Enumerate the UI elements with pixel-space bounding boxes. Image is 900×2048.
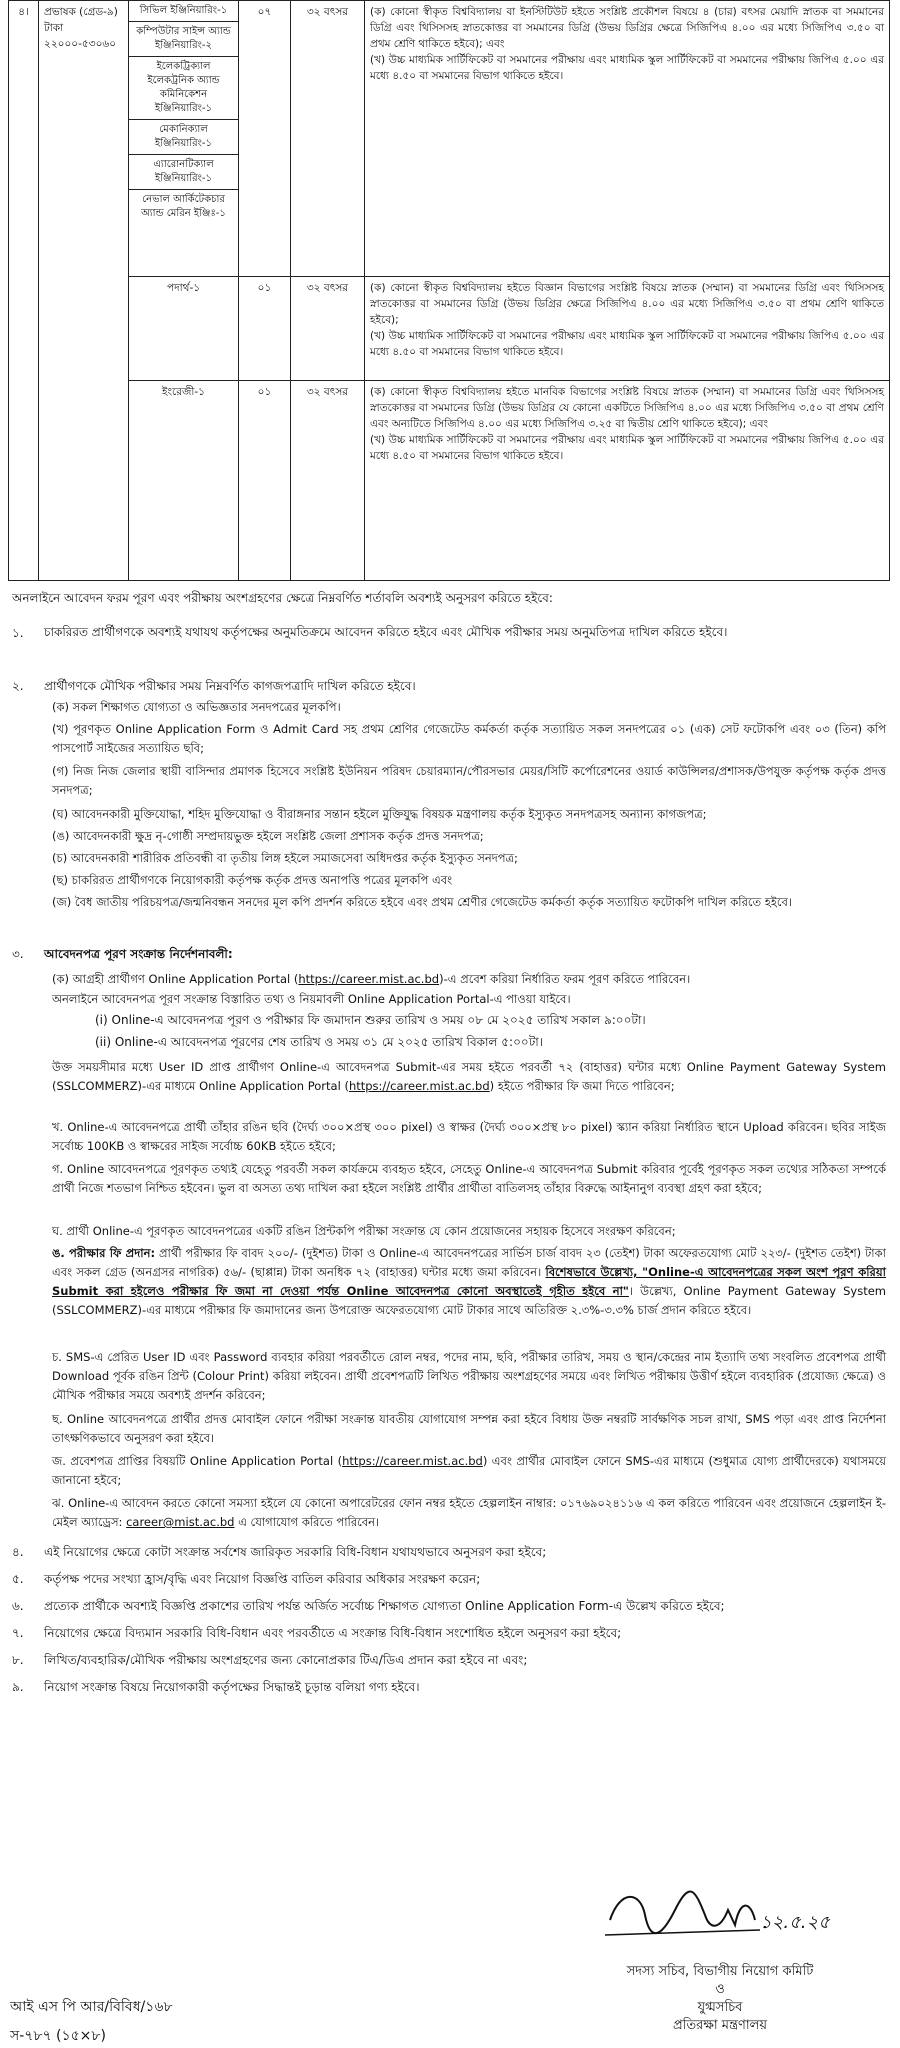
item-number: ৭. (12, 1626, 24, 1640)
subject-item: কম্পিউটার সাইন্স অ্যান্ড ইঞ্জিনিয়ারিং-২ (129, 22, 238, 57)
item-number: ২. (12, 679, 24, 693)
item-2-c: (চ) আবেদনকারী শারীরিক প্রতিবন্ধী বা তৃতীয় লিঙ্গ হইলে সমাজসেবা অধিদপ্তর কর্তৃক ইস্যুকৃত সনদপত্র; (52, 851, 518, 865)
subject-item: পদার্থ-১ (129, 277, 239, 381)
table-row (9, 1, 890, 277)
post-count: ০১ (239, 381, 291, 581)
age-limit: ৩২ বৎসর (291, 1, 365, 277)
reference-number: আই এস পি আর/বিবিধ/১৬৮ (10, 1999, 173, 2015)
item-3-kh: খ. Online-এ আবেদনপত্রে প্রার্থী তাঁহার রঙিন ছবি (দৈর্ঘ্য ৩০০×প্রস্থ ৩০০ pixel) ও স্বাক্ষর (দৈর্ঘ্য ৩০০×প্রস্থ ৮০ pixel) স্ক্যান করিয়া নির্ধারিত স্থানে Upload করিবেন। ছবির সাইজ সর্বোচ্চ 100KB ও স্বাক্ষরের সাইজ সর্বোচ্চ 60KB হইতে হইবে; (52, 1120, 886, 1153)
item-3-a-note: অনলাইনে আবেদনপত্র পূরণ সংক্রান্ত বিস্তারিত তথ্য ও নিয়মাবলী Online Application Portal-এ পাওয়া যাইবে। (52, 992, 571, 1006)
qualification-cell (365, 1, 890, 277)
item-8: লিখিত/ব্যবহারিক/মৌখিক পরীক্ষায় অংশগ্রহণের জন্য কোনোপ্রকার টিএ/ডিএ প্রদান করা হইবে না এবং; (44, 1653, 528, 1667)
item-1: চাকরিরত প্রার্থীগণকে অবশ্যই যথাযথ কর্তৃপক্ষের অনুমতিক্রমে আবেদন করিতে হইবে এবং মৌখিক পরীক্ষার সময় অনুমতিপত্র দাখিল করিতে হইবে। (44, 625, 728, 639)
item-3-ch: ছ. Online আবেদনপত্রে প্রার্থীর প্রদত্ত মোবাইল ফোনে পরীক্ষা সংক্রান্ত যাবতীয় যোগাযোগ সম্পন্ন করা হইবে বিধায় উক্ত নম্বরটি সার্বক্ষণিক সচল রাখা, SMS পড়া এবং প্রাপ্ত নির্দেশনা তাৎক্ষণিকভাবে অনুসরণ করা হইবে। (52, 1412, 886, 1445)
item-2: প্রার্থীগণকে মৌখিক পরীক্ষার সময় নিম্নবর্ণিত কাগজপত্রাদি দাখিল করিতে হইবে। (44, 679, 416, 693)
subject-item: মেকানিক্যাল ইঞ্জিনিয়ারিং-১ (129, 120, 238, 155)
table-row (9, 277, 890, 381)
item-2-g: (গ) নিজ নিজ জেলার স্থায়ী বাসিন্দার প্রমাণক হিসেবে সংশ্লিষ্ট ইউনিয়ন পরিষদ চেয়ারম্যান/পৌরসভার মেয়র/সিটি কর্পোরেশনের ওয়ার্ড কাউন্সিলর/প্রশাসক/উপযুক্ত কর্তৃপক্ষ কর্তৃক প্রদত্ত সনদপত্র; (52, 764, 886, 797)
item-3-g: গ. Online আবেদনপত্রে পূরণকৃত তথ্যই যেহেতু পরবর্তী সকল কার্যক্রমে ব্যবহৃত হইবে, সেহেতু Online-এ আবেদনপত্র Submit করিবার পূর্বেই পূরণকৃত সকল তথ্যের সঠিকতা সম্পর্কে প্রার্থী নিজে শতভাগ নিশ্চিত হইবেন। ভুল বা অসত্য তথ্য দাখিল করা হইলে সংশ্লিষ্ট প্রার্থীর প্রার্থীতা বাতিলসহ তাঁহার বিরুদ্ধে আইনানুগ ব্যবস্থা গ্রহণ করা হইবে; (52, 1162, 886, 1195)
item-number: ৬. (12, 1599, 24, 1613)
signatory-conjunction: ও (715, 1982, 725, 1997)
item-2-b: (খ) পূরণকৃত Online Application Form ও Admit Card সহ প্রথম শ্রেণির গেজেটেড কর্মকর্তা কর্তৃক সত্যায়িত সকল সনদপত্রের ০১ (এক) সেট ফটোকপি এবং ০৩ (তিন) কপি পাসপোর্ট সাইজের সত্যায়িত ছবি; (52, 722, 886, 755)
item-3-c: চ. SMS-এ প্রেরিত User ID এবং Password ব্যবহার করিয়া পরবর্তীতে রোল নম্বর, পদের নাম, ছবি, পরীক্ষার তারিখ, সময় ও স্থান/কেন্দ্রের নাম ইত্যাদি তথ্য সংবলিত প্রবেশপত্র প্রার্থী Download পূর্বক রঙিন প্রিন্ট (Colour Print) করিয়া লইবেন। প্রার্থী প্রবেশপত্রটি লিখিত পরীক্ষায় অংশগ্রহণের সময়ে এবং লিখিত পরীক্ষায় উত্তীর্ণ হইলে ব্যবহারিক (প্রযোজ্য ক্ষেত্রে) ও মৌখিক পরীক্ষার সময়ে অবশ্যই প্রদর্শন করিবেন; (52, 1350, 886, 1402)
print-code: স-৭৮৭ (১৫×৮) (10, 2028, 106, 2044)
qualification-b: (খ) উচ্চ মাধ্যমিক সার্টিফিকেট বা সমমানের পরীক্ষায় এবং মাধ্যমিক স্কুল সার্টিফিকেট বা সমমানের পরীক্ষায় জিপিএ ৫.০০ এর মধ্যে ৪.৫০ বা সমমানের বিভাগ থাকিতে হইবে। (370, 330, 884, 358)
item-number: ৯. (12, 1680, 24, 1694)
item-number: ৫. (12, 1572, 24, 1586)
qualification-a: (ক) কোনো স্বীকৃত বিশ্ববিদ্যালয় বা ইনস্টিটিউট হইতে সংশ্লিষ্ট প্রকৌশল বিষয়ে ৪ (চার) বৎসর মেয়াদি স্নাতক বা সমমানের ডিগ্রি এবং থিসিসসহ স্নাতকোত্তর বা সমমানের ডিগ্রি (উভয় ডিগ্রির ক্ষেত্রে সিজিপিএ ৪.০০ এর মধ্যে সিজিপিএ ৩.৫০ বা প্রথম শ্রেণি থাকিতে হইবে); এবং (370, 6, 884, 50)
item-number: ১. (12, 626, 24, 640)
subject-item: ইলেকট্রিক্যাল ইলেকট্রনিক অ্যান্ড কমিনিকেশন ইঞ্জিনিয়ারিং-১ (129, 57, 238, 120)
qualification-b: (খ) উচ্চ মাধ্যমিক সার্টিফিকেট বা সমমানের পরীক্ষায় এবং মাধ্যমিক স্কুল সার্টিফিকেট বা সমমানের পরীক্ষায় জিপিএ ৫.০০ এর মধ্যে ৪.৫০ বা সমমানের বিভাগ থাকিতে হইবে। (370, 54, 884, 82)
item-4: এই নিয়োগের ক্ষেত্রে কোটা সংক্রান্ত সর্বশেষ জারিকৃত সরকারি বিধি-বিধান যথাযথভাবে অনুসরণ করা হইবে; (44, 1545, 547, 1559)
item-3-start-date: (i) Online-এ আবেদনপত্র পূরণ ও পরীক্ষার ফি জমাদান শুরুর তারিখ ও সময় ০৮ মে ২০২৫ তারিখ সকাল ৯:০০টা। (95, 1013, 646, 1027)
item-3-jh: ঝ. Online-এ আবেদন করতে কোনো সমস্যা হইলে যে কোনো অপারেটরের ফোন নম্বর হইতে হেল্পলাইন নাম্বার: ০১৭৬৯০২৪১১৬ এ কল করিতে পারিবেন এবং প্রয়োজনে হেল্পলাইন ই-মেইল অ্যাড্রেস: career@mist.ac.bd এ যোগাযোগ করিতে পারিবেন। (52, 1496, 886, 1529)
signatory-title: যুগ্মসচিব (697, 2000, 743, 2015)
age-limit: ৩২ বৎসর (291, 381, 365, 581)
qualification-a: (ক) কোনো স্বীকৃত বিশ্ববিদ্যালয় হইতে মানবিক বিভাগের সংশ্লিষ্ট বিষয়ে স্নাতক (সম্মান) বা সমমানের ডিগ্রি এবং থিসিসসহ স্নাতকোত্তর বা সমমানের ডিগ্রি (উভয় ডিগ্রির যে কোনো একটিতে সিজিপিএ ৪.০০ এর মধ্যে সিজিপিএ ৩.৫০ বা প্রথম শ্রেণি এবং অন্যটিতে সিজিপিএ ৪.০০ এর মধ্যে সিজিপিএ ৩.২৫ বা দ্বিতীয় শ্রেণি থাকিতে হইবে); এবং (370, 386, 884, 430)
signatory-designation: সদস্য সচিব, বিভাগীয় নিয়োগ কমিটি (626, 1964, 814, 1979)
email-link[interactable]: career@mist.ac.bd (126, 1515, 235, 1529)
item-3-heading: আবেদনপত্র পূরণ সংক্রান্ত নির্দেশনাবলী: (44, 947, 233, 961)
item-3-payment: উক্ত সময়সীমার মধ্যে User ID প্রাপ্ত প্রার্থীগণ Online-এ আবেদনপত্র Submit-এর সময় হইতে পরবর্তী ৭২ (বাহাত্তর) ঘন্টার মধ্যে Online Payment Gateway System (SSLCOMMERZ)-এর মাধ্যমে Online Application Portal (https://career.mist.ac.bd) হইতে পরীক্ষার ফি জমা দিতে পারিবেন; (52, 1060, 886, 1093)
item-number: ৩. (12, 947, 24, 961)
item-2-a: (ক) সকল শিক্ষাগত যোগ্যতা ও অভিজ্ঞতার সনদপত্রের মূলকপি। (52, 700, 341, 714)
portal-link[interactable]: https://career.mist.ac.bd (348, 1079, 490, 1093)
age-limit: ৩২ বৎসর (291, 277, 365, 381)
conditions-intro: অনলাইনে আবেদন ফরম পূরণ এবং পরীক্ষায় অংশগ্রহণের ক্ষেত্রে নিম্নবর্ণিত শর্তাবলি অবশ্যই অনুসরণ করিতে হইবে: (12, 591, 553, 605)
subject-item: এ্যারোনটিক্যাল ইঞ্জিনিয়ারিং-১ (129, 155, 238, 190)
item-3-j: জ. প্রবেশপত্র প্রাপ্তির বিষয়টি Online Application Portal (https://career.mist.ac.bd) এবং প্রার্থীর মোবাইল ফোনে SMS-এর মাধ্যমে (শুধুমাত্র যোগ্য প্রার্থীদেরকে) যথাসময়ে জানানো হইবে; (52, 1454, 886, 1487)
post-count: ০১ (239, 277, 291, 381)
item-7: নিয়োগের ক্ষেত্রে বিদ্যমান সরকারি বিধি-বিধান এবং পরবর্তীতে এ সংক্রান্ত বিধি-বিধান সংশোধিত হইলে অনুসরণ করা হইবে; (44, 1626, 622, 1640)
qualification-a: (ক) কোনো স্বীকৃত বিশ্ববিদ্যালয় হইতে বিজ্ঞান বিভাগের সংশ্লিষ্ট বিষয়ে স্নাতক (সম্মান) বা সমমানের ডিগ্রি এবং থিসিসসহ স্নাতকোত্তর বা সমমানের ডিগ্রি (উভয় ডিগ্রির ক্ষেত্রে সিজিপিএ ৪.০০ এর মধ্যে সিজিপিএ ৩.৫০ বা প্রথম শ্রেণি থাকিতে হইবে); (370, 282, 884, 326)
subject-item: সিভিল ইঞ্জিনিয়ারিং-১ (129, 1, 238, 22)
serial-cell: ৪। (9, 1, 39, 581)
signature-date: ১২.৫.২৫ (760, 1912, 830, 1933)
signatory-ministry: প্রতিরক্ষা মন্ত্রণালয় (673, 2018, 767, 2033)
post-table (8, 0, 890, 581)
handwritten-signature (600, 1880, 840, 1960)
item-9: নিয়োগ সংক্রান্ত বিষয়ে নিয়োগকারী কর্তৃপক্ষের সিদ্ধান্তই চূড়ান্ত বলিয়া গণ্য হইবে। (44, 1680, 420, 1694)
subject-item: ইংরেজী-১ (129, 381, 239, 581)
table-row (9, 381, 890, 581)
qualification-cell (365, 381, 890, 581)
item-2-ch: (ছ) চাকরিরত প্রার্থীগণকে নিয়োগকারী কর্তৃপক্ষ কর্তৃক প্রদত্ত অনাপত্তি পত্রের মূলকপি এবং (52, 873, 453, 887)
item-3-end-date: (ii) Online-এ আবেদনপত্র পূরণের শেষ তারিখ ও সময় ৩১ মে ২০২৫ তারিখ বিকাল ৫:০০টা। (95, 1035, 543, 1049)
fee-emphasis: বিশেষভাবে উল্লেখ্য, "Online-এ আবেদনপত্রের সকল অংশ পূরণ করিয়া Submit করা হইলেও পরীক্ষার ফি জমা না দেওয়া পর্যন্ত Online আবেদনপত্র কোনো অবস্থাতেই গৃহীত হইবে না" (52, 1265, 886, 1298)
subject-list (129, 1, 239, 277)
portal-link[interactable]: https://career.mist.ac.bd (342, 1454, 483, 1468)
item-3-a: (ক) আগ্রহী প্রার্থীগণ Online Application Portal (https://career.mist.ac.bd)-এ প্রবেশ করিয়া নির্ধারিত ফরম পূরণ করিতে পারিবেন। (52, 972, 691, 986)
item-2-gh: (ঘ) আবেদনকারী মুক্তিযোদ্ধা, শহিদ মুক্তিযোদ্ধা ও বীরাঙ্গনার সন্তান হইলে মুক্তিযুদ্ধ বিষয়ক মন্ত্রণালয় কর্তৃক ইস্যুকৃত সনদপত্রসহ অন্যান্য কাগজপত্র; (52, 807, 707, 821)
item-number: ৮. (12, 1653, 24, 1667)
qualification-b: (খ) উচ্চ মাধ্যমিক সার্টিফিকেট বা সমমানের পরীক্ষায় এবং মাধ্যমিক স্কুল সার্টিফিকেট বা সমমানের পরীক্ষায় জিপিএ ৫.০০ এর মধ্যে ৪.৫০ বা সমমানের বিভাগ থাকিতে হইবে। (370, 434, 884, 462)
item-3-u: ঙ. পরীক্ষার ফি প্রদান: প্রার্থী পরীক্ষার ফি বাবদ ২০০/- (দুইশত) টাকা ও Online-এ আবেদনপত্রের সার্ভিস চার্জ বাবদ ২৩ (তেইশ) টাকা অফেরতযোগ্য মোট ২২৩/- (দুইশত তেইশ) টাকা এবং সকল গ্রেড (অনগ্রসর নাগরিক) ৫৬/- (ছাপ্পান্ন) টাকা অনধিক ৭২ (বাহাত্তর) ঘন্টার মধ্যে জমা করিবেন। বিশেষভাবে উল্লেখ্য, "Online-এ আবেদনপত্রের সকল অংশ পূরণ করিয়া Submit করা হইলেও পরীক্ষার ফি জমা না দেওয়া পর্যন্ত Online আবেদনপত্র কোনো অবস্থাতেই গৃহীত হইবে না"। উল্লেখ্য, Online Payment Gateway System (SSLCOMMERZ)-এর মাধ্যমে পরীক্ষার ফি জমাদানের জন্য উপরোক্ত অফেরতযোগ্য মোট টাকার সাথে অতিরিক্ত ২.৩%-৩.৩% চার্জ প্রদান করিতে হইবে। (52, 1246, 886, 1317)
post-cell: প্রভাষক (গ্রেড-৯) টাকা ২২০০০-৫৩০৬০ (39, 1, 129, 581)
item-5: কর্তৃপক্ষ পদের সংখ্যা হ্রাস/বৃদ্ধি এবং নিয়োগ বিজ্ঞপ্তি বাতিল করিবার অধিকার সংরক্ষণ করেন; (44, 1572, 481, 1586)
qualification-cell (365, 277, 890, 381)
subject-item: নেভাল আর্কিটেকচার অ্যান্ড মেরিন ইঞ্জিঃ-১ (141, 194, 226, 219)
portal-link[interactable]: https://career.mist.ac.bd (298, 972, 440, 986)
item-3-gh: ঘ. প্রার্থী Online-এ পূরণকৃত আবেদনপত্রের একটি রঙিন প্রিন্টকপি পরীক্ষা সংক্রান্ত যে কোন প্রয়োজনের সহায়ক হিসেবে সংরক্ষণ করিবেন; (52, 1224, 676, 1238)
item-2-j: (জ) বৈধ জাতীয় পরিচয়পত্র/জন্মনিবন্ধন সনদের মূল কপি প্রদর্শন করিতে হইবে এবং প্রথম শ্রেণীর গেজেটেড কর্মকর্তা কর্তৃক সত্যায়িত ফটোকপি দাখিল করিতে হইবে। (52, 895, 792, 909)
item-number: ৪. (12, 1545, 24, 1559)
item-6: প্রত্যেক প্রার্থীকে অবশ্যই বিজ্ঞপ্তি প্রকাশের তারিখ পর্যন্ত অর্জিত সর্বোচ্চ শিক্ষাগত যোগ্যতা Online Application Form-এ উল্লেখ করিতে হইবে; (44, 1599, 725, 1613)
post-count: ০৭ (239, 1, 291, 277)
item-2-u: (ঙ) আবেদনকারী ক্ষুদ্র নৃ-গোষ্ঠী সম্প্রদায়ভুক্ত হইলে সংশ্লিষ্ট জেলা প্রশাসক কর্তৃক প্রদত্ত সনদপত্র; (52, 829, 484, 843)
